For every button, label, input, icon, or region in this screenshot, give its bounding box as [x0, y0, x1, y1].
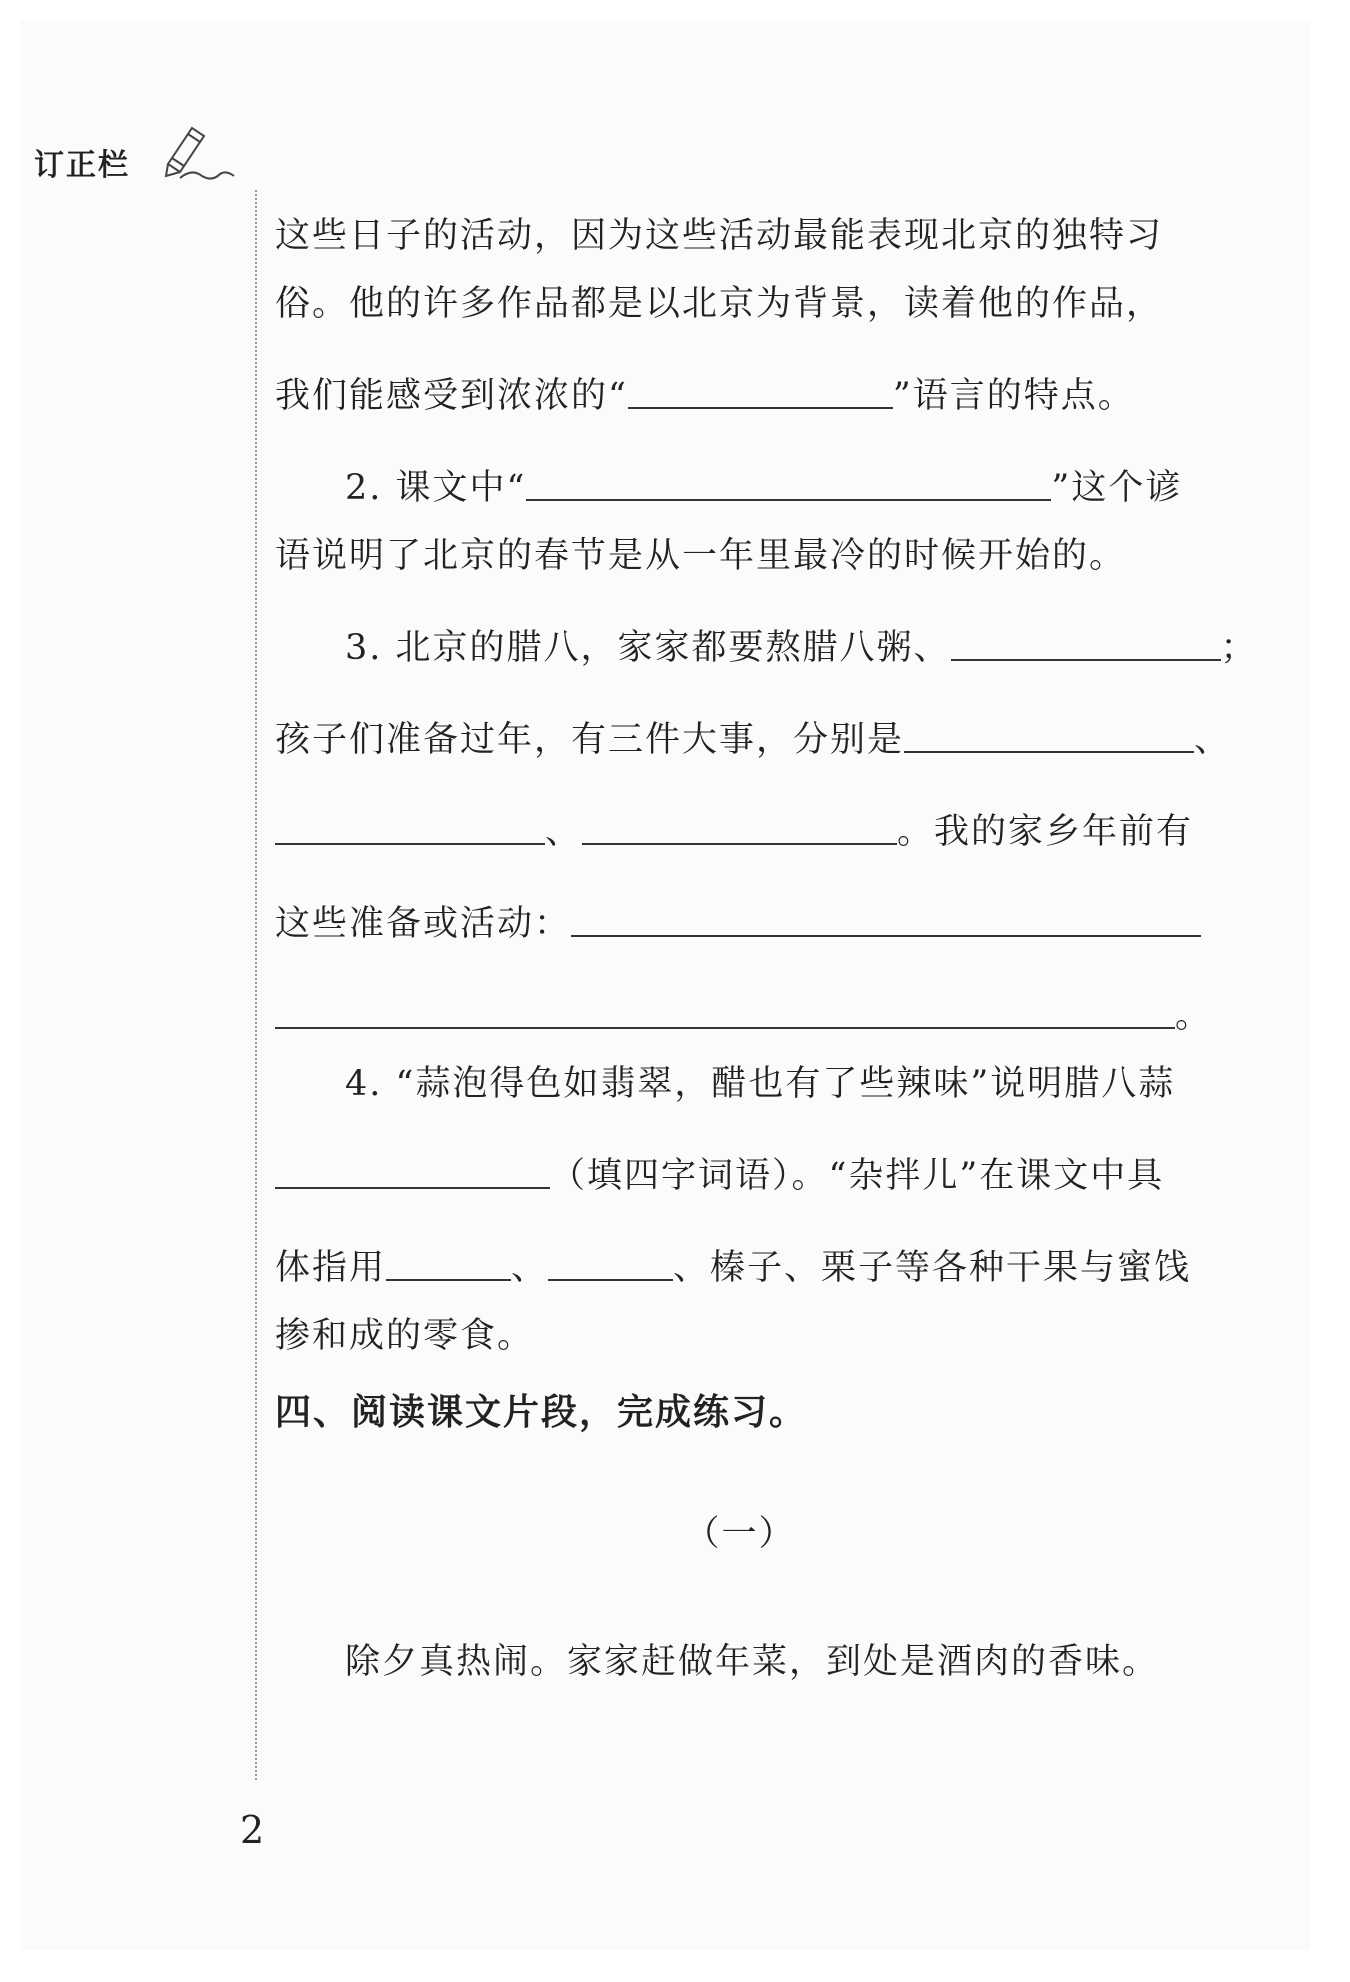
- correction-column-label: 订正栏: [34, 148, 130, 183]
- answer-blank[interactable]: [386, 1249, 511, 1281]
- answer-blank[interactable]: [904, 721, 1194, 753]
- correction-column-divider: [255, 190, 257, 1780]
- question-4-line: 4. “蒜泡得色如翡翠，醋也有了些辣味”说明腊八蒜: [345, 1064, 1176, 1104]
- answer-blank[interactable]: [275, 1157, 550, 1189]
- answer-blank[interactable]: [571, 905, 1201, 937]
- text-line: 、 。我的家乡年前有: [275, 804, 1205, 844]
- text-line: 这些日子的活动，因为这些活动最能表现北京的独特习: [275, 216, 1164, 256]
- answer-blank[interactable]: [951, 629, 1221, 661]
- text-line: 孩子们准备过年，有三件大事，分别是 、: [275, 720, 1232, 760]
- answer-blank[interactable]: [582, 813, 897, 845]
- text-line: 俗。他的许多作品都是以北京为背景，读着他的作品，: [275, 284, 1164, 324]
- answer-blank[interactable]: [526, 469, 1051, 501]
- answer-blank[interactable]: [275, 997, 1175, 1029]
- question-1-line: 我们能感受到浓浓的“ ”语言的特点。: [275, 376, 1135, 416]
- text-line: 体指用 、 、榛子、栗子等各种干果与蜜饯: [275, 1248, 1192, 1288]
- text-line: 。: [275, 988, 1205, 1028]
- answer-blank[interactable]: [628, 377, 893, 409]
- answer-blank[interactable]: [548, 1249, 673, 1281]
- passage-subtitle: （一）: [684, 1514, 796, 1554]
- text-line: 这些准备或活动：: [275, 896, 1205, 936]
- text-line: （填四字词语）。“杂拌儿”在课文中具: [275, 1148, 1205, 1188]
- section-4-title: 四、阅读课文片段，完成练习。: [275, 1392, 808, 1433]
- text-line: 语说明了北京的春节是从一年里最冷的时候开始的。: [275, 536, 1127, 576]
- page-number: 2: [240, 1808, 265, 1852]
- worksheet-content: [275, 198, 1258, 1682]
- pencil-icon: [158, 120, 238, 180]
- question-2-line: 2. 课文中“ ”这个谚: [345, 468, 1183, 508]
- passage-text: 除夕真热闹。家家赶做年菜，到处是酒肉的香味。: [345, 1642, 1160, 1682]
- question-3-line: 3. 北京的腊八，家家都要熬腊八粥、 ；: [345, 628, 1258, 668]
- answer-blank[interactable]: [275, 813, 545, 845]
- text-line: 掺和成的零食。: [275, 1316, 535, 1356]
